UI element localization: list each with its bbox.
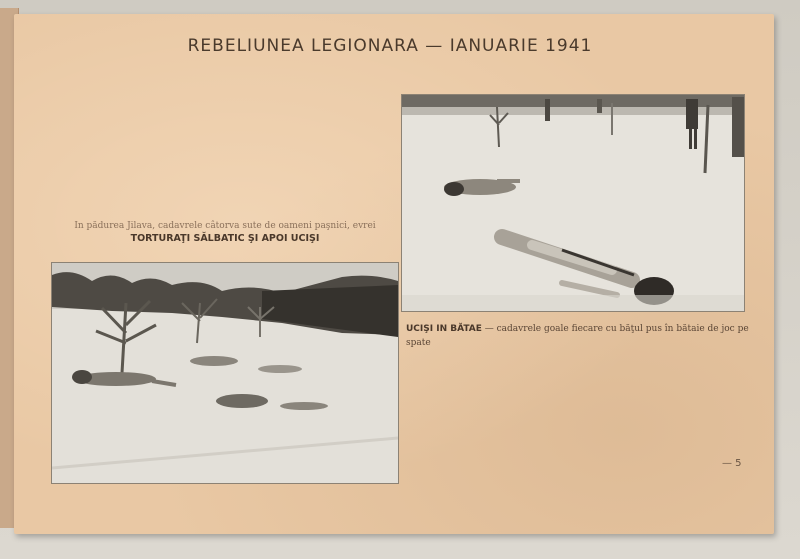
right-photo-caption-bold: UCIŞI IN BĂTAE [406, 324, 482, 334]
left-photo-caption-intro: In pădurea Jilava, cadavrele câtorva sute de oameni paşnici, evrei [74, 221, 376, 231]
photo-image [52, 263, 398, 483]
photo-snow-bodies-beating [401, 94, 745, 312]
right-photo-caption-rest: — cadavrele goale fiecare cu băţul pus în bătaie de joc pe spate [406, 324, 749, 348]
photo-jilava-forest [51, 262, 399, 484]
right-photo-caption [406, 322, 756, 350]
left-photo-caption-bold: TORTURAŢI SĂLBATIC ŞI APOI UCIŞI [130, 233, 320, 244]
page-number: — 5 [722, 458, 742, 469]
page-title: REBELIUNEA LEGIONARA — IANUARIE 1941 [187, 36, 593, 56]
photo-image [402, 95, 744, 311]
